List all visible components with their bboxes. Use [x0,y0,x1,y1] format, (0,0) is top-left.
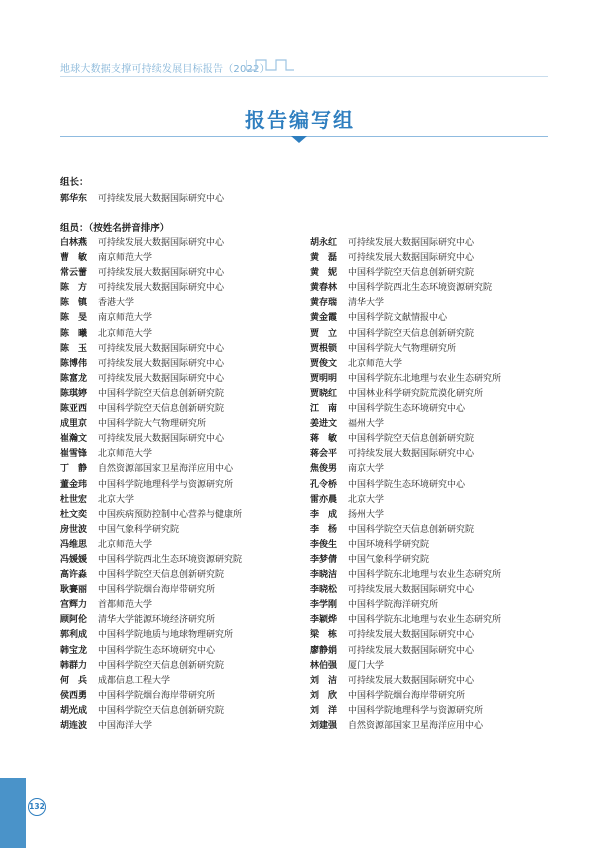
member-org: 清华大学能源环境经济研究所 [98,615,216,626]
member-row [310,719,501,734]
member-name: 姜进文 [310,419,338,430]
member-org: 可持续发展大数据国际研究中心 [98,238,225,248]
member-org: 中国科学院生态环境研究中心 [348,479,466,490]
member-org: 自然资源部国家卫星海洋应用中心 [98,464,234,475]
member-name: 丁 静 [60,464,88,475]
member-org: 首都师范大学 [98,600,153,611]
member-row [60,311,242,326]
member-name: 孔令桥 [310,479,338,490]
member-row [60,553,242,568]
member-row [310,387,501,402]
member-name: 黄春林 [310,283,338,294]
member-row [310,236,501,251]
member-name: 杜文奕 [60,509,88,520]
members-left-column [60,236,242,734]
report-title: 地球大数据支撑可持续发展目标报告（2022） [60,64,270,75]
member-row [60,538,242,553]
member-org: 可持续发展大数据国际研究中心 [348,585,475,596]
member-name: 陈 玉 [60,343,88,354]
member-row [310,447,501,462]
member-row [60,628,242,643]
member-org: 中国科学院空天信息创新研究院 [98,388,225,399]
member-row [310,689,501,704]
member-row [60,342,242,357]
member-row [60,613,242,628]
member-org: 中国环境科学研究院 [348,539,430,550]
member-org: 中国科学院空天信息创新研究院 [348,434,475,445]
member-row [60,251,242,266]
member-name: 冯维思 [60,539,88,550]
member-name: 贾 立 [310,328,338,339]
side-tab [0,778,26,848]
member-name: 李 成 [310,509,338,520]
member-name: 胡连波 [60,721,88,731]
member-name: 常云蕾 [60,268,88,279]
member-org: 中国科学院烟台海岸带研究所 [98,690,216,701]
member-name: 曹 敏 [60,253,88,264]
member-row [310,538,501,553]
member-row [310,493,501,508]
member-org: 中国科学院大气物理研究所 [348,343,457,354]
member-row [60,704,242,719]
member-name: 耿賽丽 [60,585,88,596]
member-org: 可持续发展大数据国际研究中心 [98,373,225,384]
member-org: 中国科学院海洋研究所 [348,600,439,611]
member-row [310,372,501,387]
member-org: 中国科学院东北地理与农业生态研究所 [348,570,502,581]
member-row [60,432,242,447]
member-row [60,417,242,432]
member-row [310,583,501,598]
member-org: 中国科学院烟台海岸带研究所 [348,690,466,701]
member-name: 李俊生 [310,539,338,550]
member-row [60,281,242,296]
member-org: 可持续发展大数据国际研究中心 [98,434,225,445]
member-name: 董金玮 [60,479,88,490]
member-org: 中国科学院地质与地球物理研究所 [98,630,234,641]
member-row [60,266,242,281]
member-org: 成都信息工程大学 [98,675,171,686]
member-row [60,357,242,372]
member-name: 陈 曦 [60,328,88,339]
member-name: 刘 洁 [310,675,338,686]
member-row [60,568,242,583]
member-row [60,447,242,462]
member-name: 陈博伟 [60,358,88,369]
member-name: 刘建强 [310,721,338,731]
member-org: 南京师范大学 [98,313,153,324]
member-name: 江 南 [310,404,338,415]
member-org: 中国疾病预防控制中心营养与健康所 [98,509,243,520]
member-org: 中国科学院东北地理与农业生态研究所 [348,615,502,626]
member-org: 可持续发展大数据国际研究中心 [348,675,475,686]
member-name: 刘 洋 [310,705,338,716]
member-row [310,342,501,357]
member-org: 中国科学院文献情报中心 [348,313,448,324]
member-name: 廖静娟 [310,645,338,656]
member-row [310,613,501,628]
member-name: 白林燕 [60,238,88,248]
member-row [60,387,242,402]
member-org: 北京大学 [98,494,135,505]
leader-entry [60,191,224,204]
member-row [60,674,242,689]
member-org: 中国科学院地理科学与资源研究所 [348,705,484,716]
member-row [310,628,501,643]
member-row [60,462,242,477]
member-org: 南京师范大学 [98,253,153,264]
page-title: 报告编写组 [245,108,355,132]
member-row [310,674,501,689]
member-org: 中国海洋大学 [98,721,153,731]
member-org: 可持续发展大数据国际研究中心 [348,449,475,460]
triangle-marker-icon [291,136,307,144]
header-deco-icon [246,58,296,72]
member-org: 可持续发展大数据国际研究中心 [98,283,225,294]
member-row [310,523,501,538]
member-org: 扬州大学 [348,509,385,520]
member-org: 中国科学院烟台海岸带研究所 [98,585,216,596]
member-row [310,402,501,417]
member-name: 成里京 [60,419,88,430]
member-name: 宫辉力 [60,600,88,611]
member-name: 焦俊男 [310,464,338,475]
member-row [310,644,501,659]
member-name: 郭利成 [60,630,88,641]
member-name: 陈 旻 [60,313,88,324]
member-row [310,462,501,477]
leader-org: 可持续发展大数据国际研究中心 [98,194,225,204]
member-org: 中国科学院空天信息创新研究院 [98,705,225,716]
member-row [310,296,501,311]
member-name: 韩群力 [60,660,88,671]
member-name: 李学刚 [310,600,338,611]
member-row [60,372,242,387]
member-row [310,478,501,493]
member-org: 中国科学院空天信息创新研究院 [348,524,475,535]
member-org: 中国科学院空天信息创新研究院 [98,660,225,671]
member-row [310,553,501,568]
member-name: 侯西勇 [60,690,88,701]
member-org: 中国科学院空天信息创新研究院 [98,570,225,581]
member-row [60,689,242,704]
member-name: 顾阿伦 [60,615,88,626]
member-row [310,704,501,719]
member-org: 中国科学院生态环境研究中心 [98,645,216,656]
member-org: 中国科学院地理科学与资源研究所 [98,479,234,490]
member-row [310,266,501,281]
member-name: 胡永红 [310,238,338,248]
member-row [310,508,501,523]
member-name: 黄存瑞 [310,298,338,309]
member-name: 杜世宏 [60,494,88,505]
member-name: 贾晓红 [310,388,338,399]
member-org: 中国科学院空天信息创新研究院 [98,404,225,415]
member-org: 可持续发展大数据国际研究中心 [348,645,475,656]
member-org: 自然资源部国家卫星海洋应用中心 [348,721,484,731]
member-name: 刘 欣 [310,690,338,701]
leader-label: 组长： [60,177,89,188]
member-row [310,659,501,674]
member-row [310,281,501,296]
member-org: 北京师范大学 [98,328,153,339]
member-org: 中国科学院大气物理研究所 [98,419,207,430]
member-org: 中国林业科学研究院荒漠化研究所 [348,388,484,399]
member-org: 中国气象科学研究院 [98,524,180,535]
member-org: 中国气象科学研究院 [348,554,430,565]
member-org: 可持续发展大数据国际研究中心 [98,358,225,369]
member-row [60,402,242,417]
member-name: 崔瀚文 [60,434,88,445]
member-row [310,432,501,447]
member-org: 北京师范大学 [98,449,153,460]
member-org: 清华大学 [348,298,385,309]
member-name: 蒋会平 [310,449,338,460]
member-org: 中国科学院生态环境研究中心 [348,404,466,415]
member-name: 雷亦晨 [310,494,338,505]
member-name: 高许淼 [60,570,88,581]
member-name: 黄 磊 [310,253,338,264]
member-org: 可持续发展大数据国际研究中心 [348,238,475,248]
member-row [310,598,501,613]
member-row [60,598,242,613]
member-name: 李梦倩 [310,554,338,565]
member-name: 何 兵 [60,675,88,686]
leader-name: 郭华东 [60,194,88,204]
member-name: 李晓松 [310,585,338,596]
member-row [310,568,501,583]
member-name: 韩宝龙 [60,645,88,656]
member-row [60,236,242,251]
member-name: 贾根锁 [310,343,338,354]
page-number: 132 [29,802,45,811]
member-org: 可持续发展大数据国际研究中心 [98,343,225,354]
member-row [310,311,501,326]
member-row [60,523,242,538]
member-row [60,478,242,493]
member-row [60,327,242,342]
member-row [310,357,501,372]
member-row [310,417,501,432]
member-org: 福州大学 [348,419,385,430]
member-row [310,251,501,266]
member-name: 黄 妮 [310,268,338,279]
member-org: 厦门大学 [348,660,385,671]
member-name: 胡光成 [60,705,88,716]
member-org: 中国科学院空天信息创新研究院 [348,268,475,279]
member-org: 中国科学院西北生态环境资源研究院 [348,283,493,294]
member-name: 房世波 [60,524,88,535]
member-org: 可持续发展大数据国际研究中心 [348,630,475,641]
member-row [60,296,242,311]
member-row [60,583,242,598]
member-org: 中国科学院东北地理与农业生态研究所 [348,373,502,384]
member-name: 蒋 敏 [310,434,338,445]
members-label: 组员：（按姓名拼音排序） [60,223,170,234]
member-org: 可持续发展大数据国际研究中心 [348,253,475,264]
member-org: 可持续发展大数据国际研究中心 [98,268,225,279]
member-name: 陈 方 [60,283,88,294]
member-row [310,327,501,342]
member-name: 冯媛媛 [60,554,88,565]
member-name: 李颖烨 [310,615,338,626]
member-name: 陈富龙 [60,373,88,384]
member-row [60,659,242,674]
member-name: 陈琪婷 [60,388,88,399]
member-name: 黄金霞 [310,313,338,324]
member-org: 香港大学 [98,298,135,309]
member-name: 林伯强 [310,660,338,671]
member-name: 李晓洁 [310,570,338,581]
member-row [60,719,242,734]
member-org: 南京大学 [348,464,385,475]
member-name: 梁 栋 [310,630,338,641]
header-divider [60,76,548,77]
member-org: 北京师范大学 [348,358,403,369]
member-org: 北京大学 [348,494,385,505]
member-row [60,493,242,508]
member-org: 中国科学院西北生态环境资源研究院 [98,554,243,565]
member-name: 陈亚西 [60,404,88,415]
member-row [60,644,242,659]
member-name: 贾俊文 [310,358,338,369]
member-name: 陈 镇 [60,298,88,309]
member-name: 贾明明 [310,373,338,384]
member-org: 中国科学院空天信息创新研究院 [348,328,475,339]
member-org: 北京师范大学 [98,539,153,550]
member-name: 崔雪锋 [60,449,88,460]
member-row [60,508,242,523]
members-right-column [310,236,501,734]
member-name: 李 杨 [310,524,338,535]
